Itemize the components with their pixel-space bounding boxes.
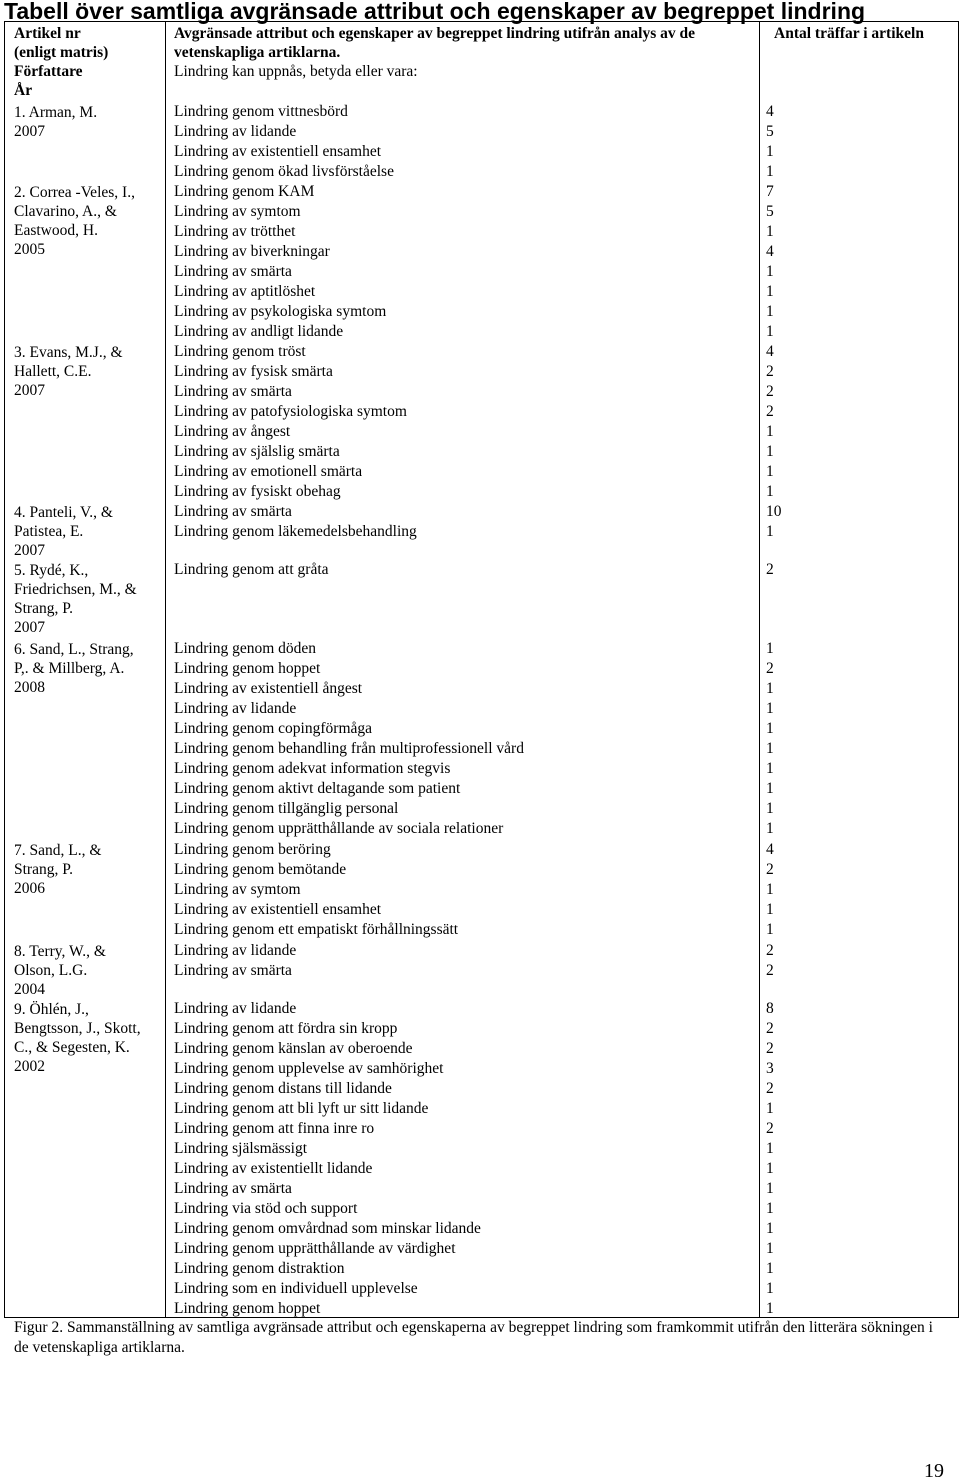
attribute-label: Lindring genom ökad livsförståelse — [174, 163, 394, 180]
attribute-label: Lindring genom omvårdnad som minskar lidande — [174, 1220, 481, 1237]
hit-count: 1 — [766, 1260, 774, 1277]
header-subline: Lindring kan uppnås, betyda eller vara: — [174, 63, 418, 80]
attribute-label: Lindring av själslig smärta — [174, 443, 340, 460]
hit-count: 1 — [766, 263, 774, 280]
hit-count: 1 — [766, 1280, 774, 1297]
attribute-label: Lindring genom hoppet — [174, 1300, 321, 1317]
attribute-label: Lindring genom upprätthållande av sociala relationer — [174, 820, 504, 837]
hit-count: 1 — [766, 1100, 774, 1117]
attribute-label: Lindring själsmässigt — [174, 1140, 308, 1157]
header-line: Antal träffar i artikeln — [774, 25, 924, 42]
hit-count: 1 — [766, 283, 774, 300]
table-row — [5, 779, 958, 799]
attribute-label: Lindring genom döden — [174, 640, 317, 657]
hit-count: 2 — [766, 942, 774, 959]
table-row — [5, 1239, 958, 1259]
attribute-label: Lindring genom tillgänglig personal — [174, 800, 399, 817]
table-row — [5, 1059, 958, 1079]
header-line: Avgränsade attribut och egenskaper av begreppet lindring utifrån analys av de — [174, 25, 695, 42]
table-row — [5, 860, 958, 880]
author-line: 6. Sand, L., Strang, — [14, 641, 134, 658]
table-row — [5, 999, 958, 1019]
hit-count: 1 — [766, 760, 774, 777]
author-line: 2004 — [14, 981, 45, 998]
hit-count: 1 — [766, 303, 774, 320]
attribute-label: Lindring genom vittnesbörd — [174, 103, 348, 120]
hit-count: 1 — [766, 1220, 774, 1237]
author-line: Strang, P. — [14, 861, 73, 878]
hit-count: 2 — [766, 403, 774, 420]
attribute-label: Lindring genom aktivt deltagande som patient — [174, 780, 461, 797]
document-title: Tabell över samtliga avgränsade attribut och egenskaper av begreppet lindring — [4, 0, 866, 24]
table-row — [5, 1099, 958, 1119]
author-line: Eastwood, H. — [14, 222, 98, 239]
hit-count: 1 — [766, 423, 774, 440]
attribute-label: Lindring av ångest — [174, 423, 291, 440]
hit-count: 10 — [766, 503, 782, 520]
attribute-label: Lindring genom tröst — [174, 343, 306, 360]
author-line: Friedrichsen, M., & — [14, 581, 137, 598]
header-attributes — [174, 24, 695, 81]
attribute-label: Lindring genom distraktion — [174, 1260, 345, 1277]
attribute-label: Lindring genom ett empatiskt förhållningssätt — [174, 921, 459, 938]
table-row — [5, 560, 958, 580]
author-line: Olson, L.G. — [14, 962, 88, 979]
author-line: 5. Rydé, K., — [14, 562, 89, 579]
attribute-label: Lindring av symtom — [174, 203, 301, 220]
header-article-author-year — [14, 24, 108, 100]
hit-count: 1 — [766, 640, 774, 657]
author-line: Hallett, C.E. — [14, 363, 92, 380]
hit-count: 1 — [766, 740, 774, 757]
attribute-label: Lindring som en individuell upplevelse — [174, 1280, 418, 1297]
table-row — [5, 342, 958, 362]
author-line: 4. Panteli, V., & — [14, 504, 113, 521]
hit-count: 4 — [766, 243, 774, 260]
table-row — [5, 382, 958, 402]
attribute-label: Lindring genom beröring — [174, 841, 331, 858]
hit-count: 4 — [766, 103, 774, 120]
table-row — [5, 1259, 958, 1279]
table-row — [5, 1199, 958, 1219]
author-line: 2006 — [14, 880, 45, 897]
hit-count: 1 — [766, 1160, 774, 1177]
attribute-label: Lindring genom bemötande — [174, 861, 347, 878]
hit-count: 1 — [766, 1200, 774, 1217]
table-row — [5, 302, 958, 322]
author-line: P,. & Millberg, A. — [14, 660, 125, 677]
table-row — [5, 739, 958, 759]
table-row — [5, 639, 958, 659]
hit-count: 1 — [766, 1240, 774, 1257]
header-line: Författare — [14, 63, 83, 80]
author-line: Patistea, E. — [14, 523, 84, 540]
table-row — [5, 819, 958, 839]
author-line: 2007 — [14, 542, 45, 559]
hit-count: 2 — [766, 660, 774, 677]
table-row — [5, 840, 958, 860]
author-line: 2007 — [14, 123, 45, 140]
attribute-label: Lindring av andligt lidande — [174, 323, 344, 340]
table-row — [5, 1219, 958, 1239]
author-line: 9. Öhlén, J., — [14, 1001, 89, 1018]
hit-count: 1 — [766, 921, 774, 938]
attribute-label: Lindring genom distans till lidande — [174, 1080, 392, 1097]
attribute-label: Lindring av patofysiologiska symtom — [174, 403, 407, 420]
attribute-label: Lindring av smärta — [174, 1180, 292, 1197]
table-row — [5, 1299, 958, 1319]
table-row — [5, 242, 958, 262]
hit-count: 1 — [766, 680, 774, 697]
table-row — [5, 1039, 958, 1059]
author-line: 1. Arman, M. — [14, 104, 98, 121]
table-row — [5, 759, 958, 779]
hit-count: 1 — [766, 700, 774, 717]
attribute-label: Lindring av biverkningar — [174, 243, 330, 260]
author-line: 2. Correa -Veles, I., — [14, 184, 135, 201]
attribute-label: Lindring av existentiell ångest — [174, 680, 363, 697]
attribute-label: Lindring genom copingförmåga — [174, 720, 373, 737]
table-row — [5, 262, 958, 282]
table-row — [5, 202, 958, 222]
attribute-label: Lindring av existentiell ensamhet — [174, 901, 382, 918]
table-row — [5, 1119, 958, 1139]
table-row — [5, 162, 958, 182]
table-row — [5, 182, 958, 202]
attribute-label: Lindring genom adekvat information stegvis — [174, 760, 451, 777]
attribute-label: Lindring av symtom — [174, 881, 301, 898]
table-row — [5, 941, 958, 961]
table-row — [5, 1159, 958, 1179]
table-row — [5, 402, 958, 422]
figure-caption: Figur 2. Sammanställning av samtliga avgränsade attribut och egenskaperna av begreppet lindring som framkommit utifrån den litterära sökningen i de vetenskapliga artiklarna. — [14, 1319, 933, 1356]
page-number: 19 — [924, 1460, 944, 1482]
attribute-label: Lindring av lidande — [174, 1000, 297, 1017]
table-row — [5, 799, 958, 819]
hit-count: 2 — [766, 1020, 774, 1037]
attribute-label: Lindring genom att finna inre ro — [174, 1120, 375, 1137]
author-line: C., & Segesten, K. — [14, 1039, 130, 1056]
table-row — [5, 920, 958, 940]
header-line: vetenskapliga artiklarna. — [174, 44, 341, 61]
hit-count: 4 — [766, 343, 774, 360]
hit-count: 1 — [766, 443, 774, 460]
hit-count: 1 — [766, 881, 774, 898]
attribute-label: Lindring av trötthet — [174, 223, 296, 240]
hit-count: 2 — [766, 383, 774, 400]
attribute-label: Lindring av existentiellt lidande — [174, 1160, 373, 1177]
author-line: 2005 — [14, 241, 45, 258]
table-row — [5, 502, 958, 522]
hit-count: 5 — [766, 123, 774, 140]
hit-count: 2 — [766, 363, 774, 380]
hit-count: 1 — [766, 800, 774, 817]
table-row — [5, 719, 958, 739]
hit-count: 1 — [766, 323, 774, 340]
table-row — [5, 659, 958, 679]
table-row — [5, 1279, 958, 1299]
table-row — [5, 362, 958, 382]
table-row — [5, 699, 958, 719]
hit-count: 5 — [766, 203, 774, 220]
hit-count: 2 — [766, 1040, 774, 1057]
table-row — [5, 522, 958, 542]
hit-count: 8 — [766, 1000, 774, 1017]
table-row — [5, 1019, 958, 1039]
attribute-label: Lindring genom att fördra sin kropp — [174, 1020, 398, 1037]
table-row — [5, 322, 958, 342]
author-line: 2008 — [14, 679, 45, 696]
attribute-label: Lindring av lidande — [174, 700, 297, 717]
hit-count: 2 — [766, 861, 774, 878]
hit-count: 1 — [766, 720, 774, 737]
table-row — [5, 222, 958, 242]
hit-count: 1 — [766, 901, 774, 918]
hit-count: 2 — [766, 1120, 774, 1137]
attribute-label: Lindring av smärta — [174, 263, 292, 280]
attribute-label: Lindring av fysiskt obehag — [174, 483, 341, 500]
table-row — [5, 142, 958, 162]
attribute-label: Lindring genom behandling från multiprofessionell vård — [174, 740, 524, 757]
author-line: 7. Sand, L., & — [14, 842, 102, 859]
hit-count: 1 — [766, 463, 774, 480]
header-hit-count — [774, 24, 924, 43]
attribute-label: Lindring genom att bli lyft ur sitt lidande — [174, 1100, 429, 1117]
table-row — [5, 1079, 958, 1099]
attribute-label: Lindring av existentiell ensamhet — [174, 143, 382, 160]
author-line: 8. Terry, W., & — [14, 943, 106, 960]
attribute-label: Lindring av emotionell smärta — [174, 463, 363, 480]
table-row — [5, 900, 958, 920]
attribute-label: Lindring av fysisk smärta — [174, 363, 333, 380]
attribute-label: Lindring genom känslan av oberoende — [174, 1040, 413, 1057]
hit-count: 1 — [766, 780, 774, 797]
table-row — [5, 462, 958, 482]
attribute-label: Lindring genom läkemedelsbehandling — [174, 523, 417, 540]
attribute-label: Lindring av smärta — [174, 383, 292, 400]
author-line: Clavarino, A., & — [14, 203, 117, 220]
table-row — [5, 442, 958, 462]
header-line: År — [14, 82, 33, 99]
hit-count: 1 — [766, 820, 774, 837]
hit-count: 2 — [766, 1080, 774, 1097]
hit-count: 3 — [766, 1060, 774, 1077]
hit-count: 4 — [766, 841, 774, 858]
attribute-label: Lindring av smärta — [174, 962, 292, 979]
header-line: (enligt matris) — [14, 44, 109, 61]
hit-count: 2 — [766, 561, 774, 578]
table-row — [5, 422, 958, 442]
hit-count: 1 — [766, 483, 774, 500]
attribute-label: Lindring genom upprätthållande av värdighet — [174, 1240, 456, 1257]
attribute-label: Lindring via stöd och support — [174, 1200, 358, 1217]
hit-count: 7 — [766, 183, 774, 200]
author-line: Strang, P. — [14, 600, 73, 617]
table-row — [5, 122, 958, 142]
attributes-table — [4, 21, 959, 1318]
hit-count: 1 — [766, 143, 774, 160]
table-row — [5, 282, 958, 302]
hit-count: 1 — [766, 163, 774, 180]
author-line: 2007 — [14, 619, 45, 636]
table-row — [5, 1179, 958, 1199]
hit-count: 1 — [766, 1140, 774, 1157]
hit-count: 1 — [766, 1180, 774, 1197]
attribute-label: Lindring av aptitlöshet — [174, 283, 316, 300]
table-row — [5, 482, 958, 502]
attribute-label: Lindring genom hoppet — [174, 660, 321, 677]
attribute-label: Lindring genom KAM — [174, 183, 315, 200]
attribute-label: Lindring av lidande — [174, 942, 297, 959]
table-row — [5, 961, 958, 981]
attribute-label: Lindring av psykologiska symtom — [174, 303, 387, 320]
author-line: Bengtsson, J., Skott, — [14, 1020, 141, 1037]
attribute-label: Lindring av smärta — [174, 503, 292, 520]
hit-count: 1 — [766, 523, 774, 540]
attribute-label: Lindring genom att gråta — [174, 561, 329, 578]
hit-count: 1 — [766, 1300, 774, 1317]
table-row — [5, 102, 958, 122]
table-row — [5, 679, 958, 699]
attribute-label: Lindring av lidande — [174, 123, 297, 140]
header-line: Artikel nr — [14, 25, 81, 42]
author-line: 3. Evans, M.J., & — [14, 344, 123, 361]
attribute-label: Lindring genom upplevelse av samhörighet — [174, 1060, 444, 1077]
author-line: 2007 — [14, 382, 45, 399]
hit-count: 2 — [766, 962, 774, 979]
author-line: 2002 — [14, 1058, 45, 1075]
table-row — [5, 1139, 958, 1159]
table-row — [5, 880, 958, 900]
hit-count: 1 — [766, 223, 774, 240]
